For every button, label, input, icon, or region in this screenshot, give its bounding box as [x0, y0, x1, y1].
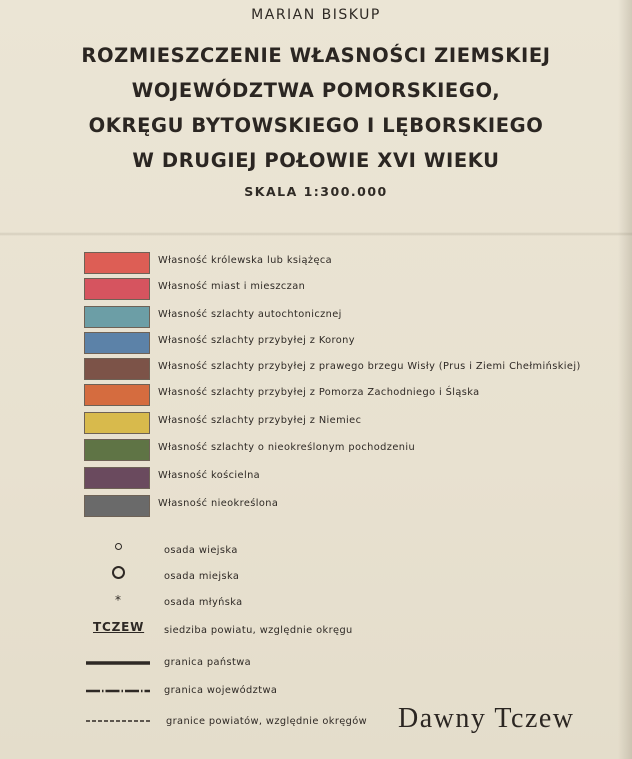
- legend-label: Własność szlachty przybyłej z Korony: [158, 335, 355, 346]
- large-circle-icon: [112, 566, 125, 579]
- legend-swatch: [84, 252, 150, 274]
- county-seat-label: siedziba powiatu, względnie okręgu: [164, 625, 353, 636]
- legend-swatch: [84, 332, 150, 354]
- legend-swatch: [84, 306, 150, 328]
- legend-swatch: [84, 495, 150, 517]
- legend-label: Własność nieokreślona: [158, 498, 279, 509]
- author: MARIAN BISKUP: [251, 7, 381, 23]
- asterisk-icon: *: [115, 593, 121, 607]
- legend-swatch: [84, 412, 150, 434]
- legend-swatch: [84, 358, 150, 380]
- legend-label: Własność szlachty autochtonicznej: [158, 309, 342, 320]
- legend-label: Własność miast i mieszczan: [158, 281, 306, 292]
- village-label: osada wiejska: [164, 545, 238, 556]
- province-border-label: granica województwa: [164, 685, 278, 696]
- legend-swatch: [84, 278, 150, 300]
- legend-swatch: [84, 439, 150, 461]
- border-lines: [86, 655, 152, 745]
- mill-label: osada młyńska: [164, 597, 243, 608]
- legend-swatch: [84, 467, 150, 489]
- legend-label: Własność szlachty przybyłej z prawego brzegu Wisły (Prus i Ziemi Chełmińskiej): [158, 361, 581, 372]
- paper-fold: [0, 232, 632, 236]
- title-line: WOJEWÓDZTWA POMORSKIEGO,: [131, 79, 501, 102]
- town-label: osada miejska: [164, 571, 240, 582]
- legend-label: Własność szlachty o nieokreślonym pochodzeniu: [158, 442, 416, 453]
- map-scale: SKALA 1:300.000: [244, 184, 388, 199]
- legend-label: Własność kościelna: [158, 470, 261, 481]
- legend-label: Własność królewska lub książęca: [158, 255, 333, 266]
- title-line: ROZMIESZCZENIE WŁASNOŚCI ZIEMSKIEJ: [81, 44, 551, 67]
- small-circle-icon: [115, 543, 122, 550]
- county-seat-sample: TCZEW: [93, 620, 145, 634]
- state-border-label: granica państwa: [164, 657, 252, 668]
- title-line: W DRUGIEJ POŁOWIE XVI WIEKU: [132, 149, 500, 172]
- county-border-label: granice powiatów, względnie okręgów: [166, 716, 368, 727]
- legend-label: Własność szlachty przybyłej z Niemiec: [158, 415, 362, 426]
- watermark: Dawny Tczew: [398, 703, 575, 734]
- legend-label: Własność szlachty przybyłej z Pomorza Zachodniego i Śląska: [158, 387, 480, 398]
- legend-swatch: [84, 384, 150, 406]
- map-title: [0, 38, 632, 178]
- title-line: OKRĘGU BYTOWSKIEGO I LĘBORSKIEGO: [88, 114, 544, 137]
